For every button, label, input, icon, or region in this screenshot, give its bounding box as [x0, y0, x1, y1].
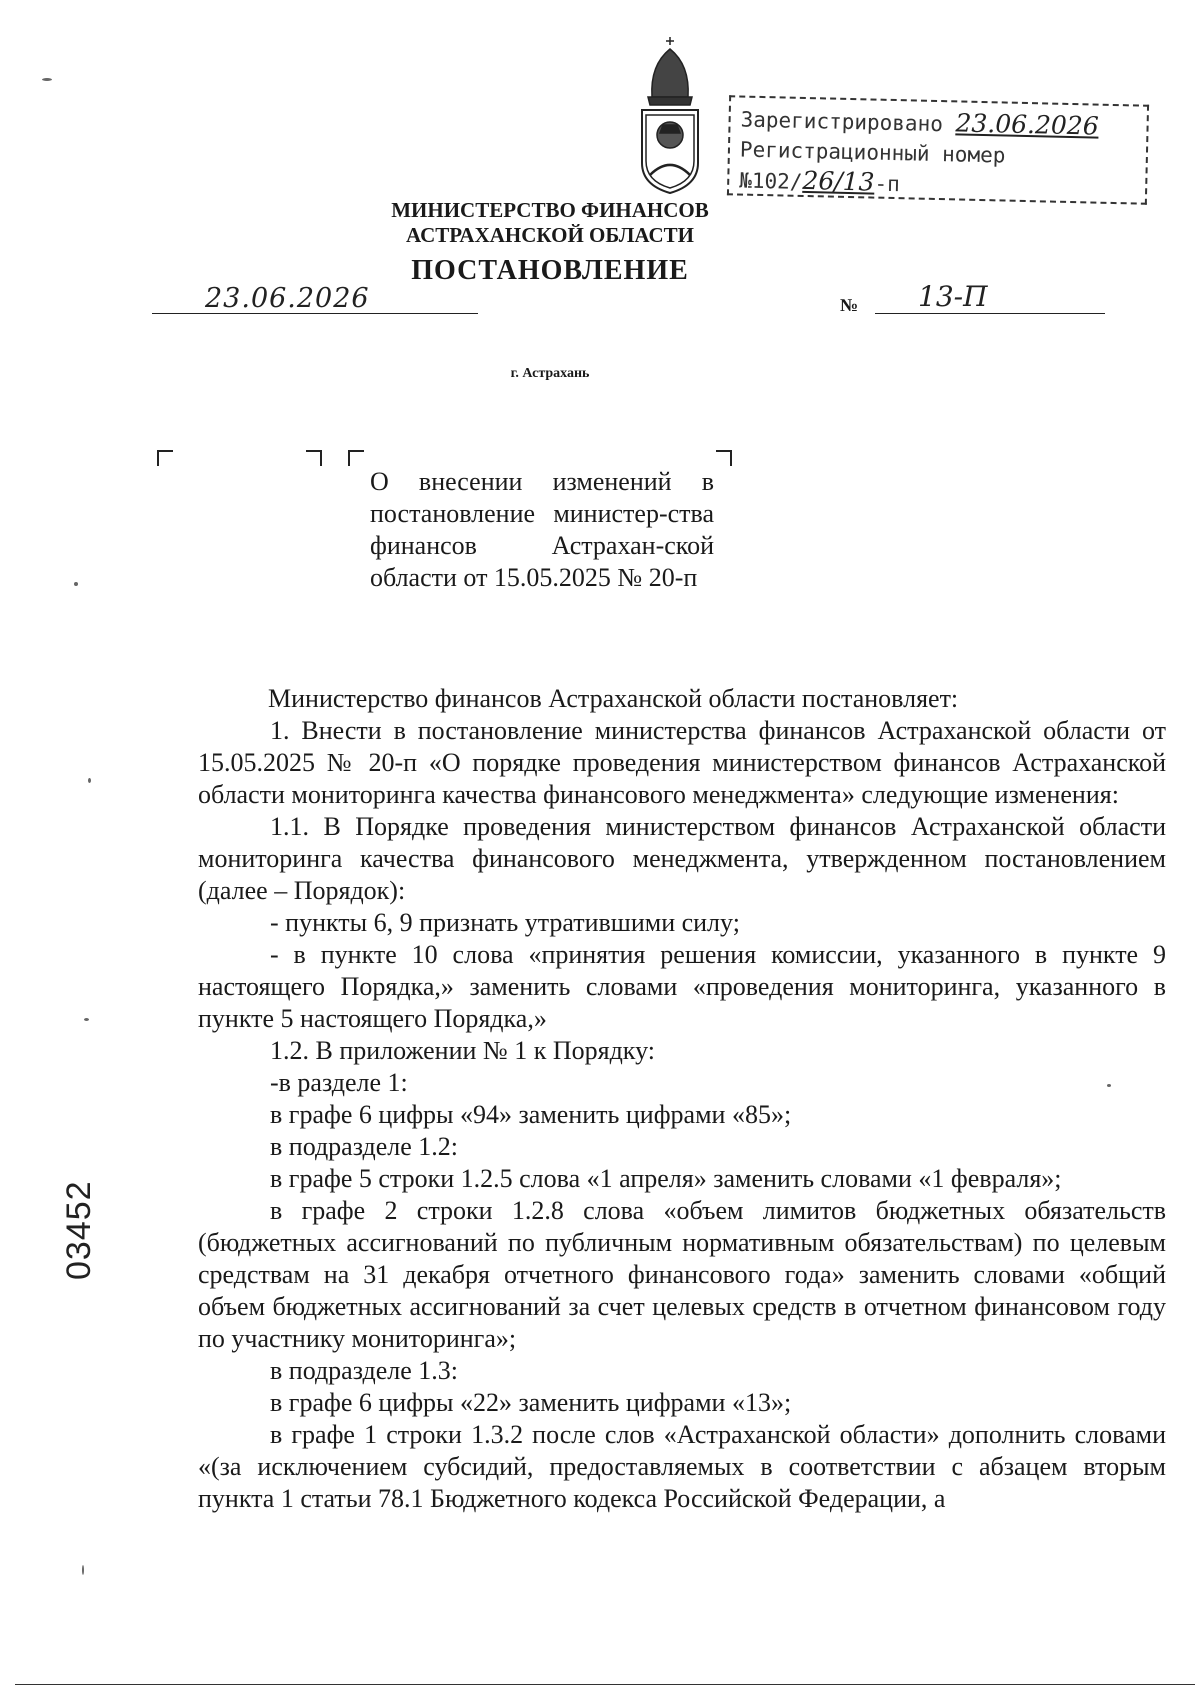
- body-paragraph: -в разделе 1:: [270, 1068, 408, 1097]
- body-paragraph: Министерство финансов Астраханской области постановляет:: [268, 684, 959, 713]
- corner-bracket-top-right: [306, 450, 322, 466]
- number-label: №: [840, 295, 859, 315]
- scan-speck: [74, 582, 78, 586]
- number-underline: [875, 313, 1105, 314]
- body-paragraph: в графе 5 строки 1.2.5 слова «1 апреля» заменить словами «1 февраля»;: [270, 1164, 1062, 1193]
- ministry-line-1: МИНИСТЕРСТВО ФИНАНСОВ: [391, 198, 709, 222]
- handwritten-date: 23.06.2026: [205, 283, 370, 314]
- handwritten-number: 13-П: [918, 280, 988, 313]
- scan-speck: [88, 778, 91, 783]
- document-body: [198, 683, 1166, 1515]
- scan-speck: [42, 78, 52, 81]
- coat-of-arms-emblem: [630, 35, 710, 195]
- ministry-line-2: АСТРАХАНСКОЙ ОБЛАСТИ: [405, 223, 695, 247]
- bottom-scan-edge: [15, 1684, 1195, 1685]
- body-paragraph: в графе 1 строки 1.3.2 после слов «Астраханской области» дополнить словами «(за исключением субсидий, предоставляемых в соответствии с абзацем вторым пункта 1 статьи 78.1 Бюджетного кодекса Российской Федерации, а: [198, 1420, 1166, 1513]
- corner-bracket-top-left: [157, 450, 173, 466]
- registration-stamp: [727, 95, 1149, 205]
- stamp-line-number: [739, 135, 1136, 205]
- body-paragraph: в графе 6 цифры «22» заменить цифрами «13»;: [270, 1388, 792, 1417]
- document-subject: О внесении изменений в постановление министер-ства финансов Астрахан-ской области от 15.05.2025 № 20-п: [370, 467, 714, 592]
- stamp-number-suffix: -п: [874, 171, 901, 197]
- body-paragraph: 1. Внести в постановление министерства финансов Астраханской области от 15.05.2025 № 20-п «О порядке проведения министерством финансов Астраханской области мониторинга качества финансового менеджмента» следующие изменения:: [198, 716, 1166, 809]
- stamp-number-label: Регистрационный номер №102/: [738, 137, 1006, 194]
- date-underline: [152, 313, 478, 314]
- body-paragraph: в подразделе 1.3:: [270, 1356, 459, 1385]
- body-paragraph: в графе 2 строки 1.2.8 слова «объем лимитов бюджетных обязательств (бюджетных ассигнований по публичным нормативным обязательствам) по целевым средствам на 31 декабря отчетного финансового года» заменить словами «общий объем бюджетных ассигнований за счет целевых средств в отчетном финансовом году по участнику мониторинга»;: [198, 1196, 1166, 1353]
- corner-bracket-top-right-2: [716, 450, 732, 466]
- stamp-registered-label: Зарегистрировано: [740, 107, 944, 137]
- document-type: ПОСТАНОВЛЕНИЕ: [411, 255, 689, 286]
- side-archive-number: 03452: [60, 1180, 98, 1280]
- body-paragraph: 1.2. В приложении № 1 к Порядку:: [270, 1036, 655, 1065]
- body-paragraph: в подразделе 1.2:: [270, 1132, 459, 1161]
- body-paragraph: 1.1. В Порядке проведения министерством финансов Астраханской области мониторинга качества финансового менеджмента, утвержденном постановлением (далее – Порядок):: [198, 812, 1166, 905]
- scan-speck: [84, 1018, 89, 1021]
- city-name: г. Астрахань: [510, 366, 590, 381]
- body-paragraph: - в пункте 10 слова «принятия решения комиссии, указанного в пункте 9 настоящего Порядка,» заменить словами «проведения мониторинга, указанного в пункте 5 настоящего Порядка,»: [198, 940, 1166, 1033]
- scan-speck: [1107, 1084, 1111, 1087]
- stamp-number-value: 26/13: [802, 165, 875, 197]
- body-paragraph: в графе 6 цифры «94» заменить цифрами «85»;: [270, 1100, 792, 1129]
- scan-speck: [82, 1565, 84, 1575]
- stamp-registered-date: 23.06.2026: [955, 108, 1100, 141]
- ministry-name: [0, 198, 1100, 248]
- corner-bracket-top-left-2: [348, 450, 364, 466]
- body-paragraph: - пункты 6, 9 признать утратившими силу;: [270, 908, 740, 937]
